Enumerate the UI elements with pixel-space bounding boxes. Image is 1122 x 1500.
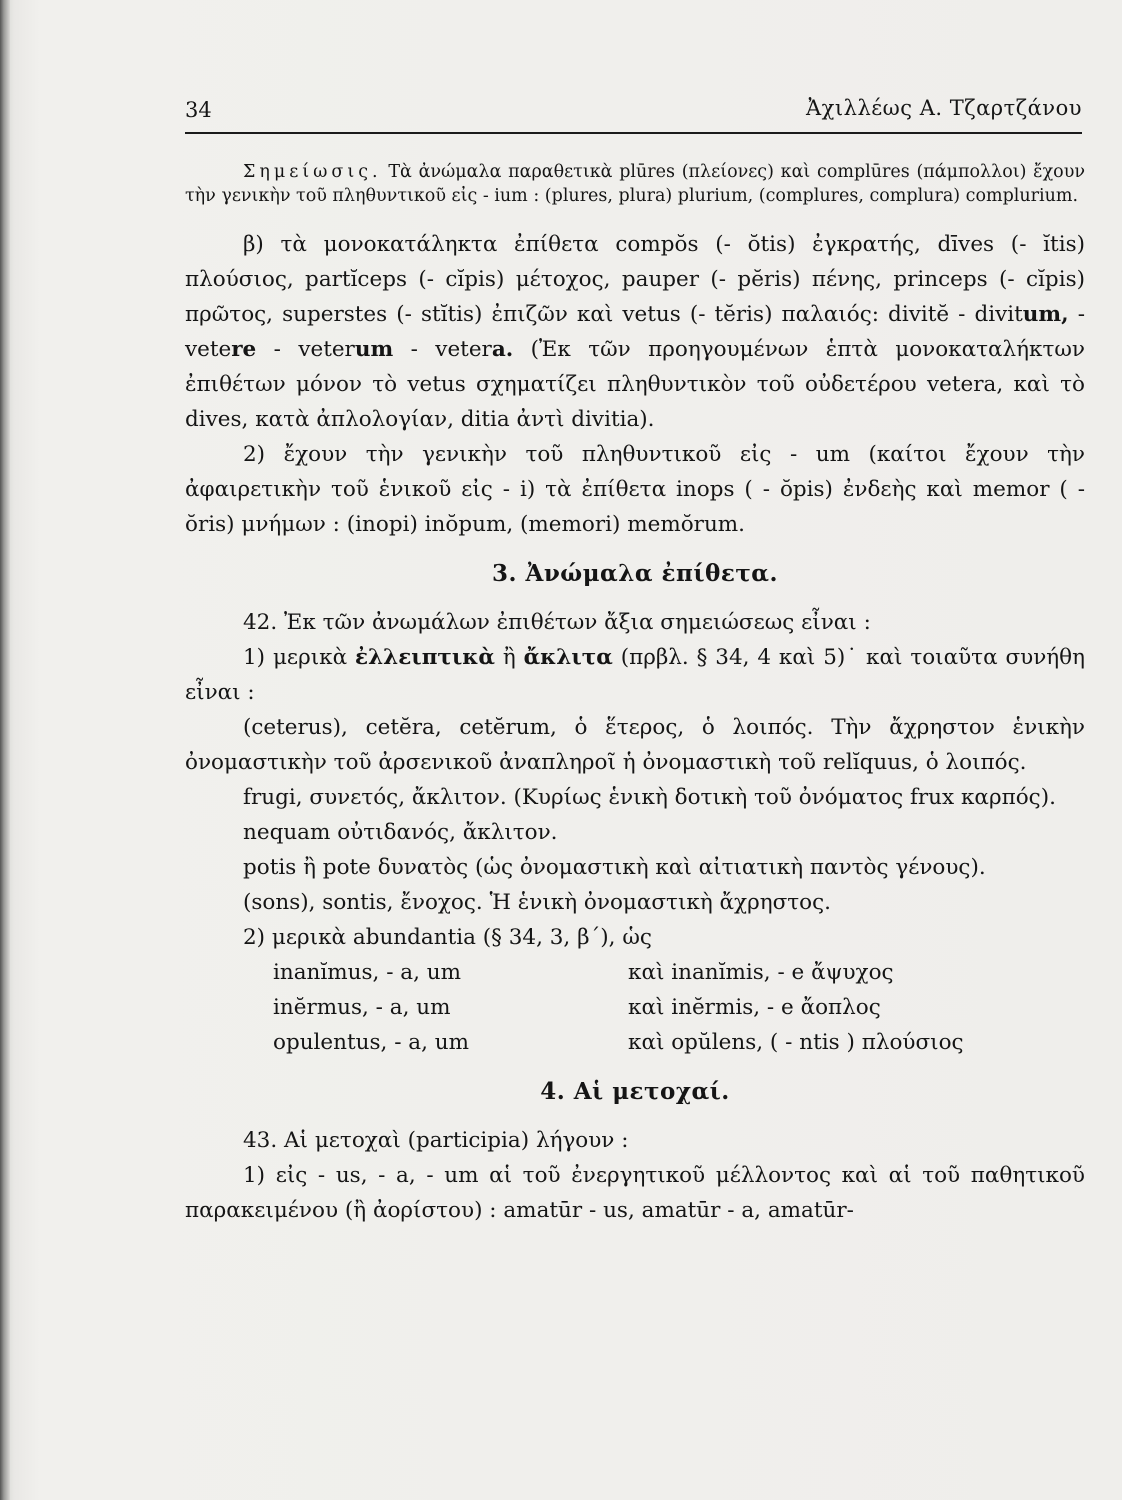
paragraph-beta-text: β) τὰ μονοκατάληκτα ἐπίθετα compŏs (- ŏtis) ἐγκρατής, dīves (- ĭtis) πλούσιος, partĭceps (- cĭpis) μέτοχος, pauper (- pĕris) πένης, princeps (- cĭpis) πρῶτος, superstes (- stĭtis) ἐπιζῶν καὶ vetus (- tĕris) παλαιός: divitĕ - divit [185, 232, 1085, 327]
paragraph-beta-ending-2: re [231, 337, 257, 362]
paragraph-beta-ending-4: a. [491, 337, 514, 362]
page-header [185, 96, 1082, 134]
paragraph-beta-text-3: - veter [256, 337, 355, 362]
paragraph-beta-ending-1: um, [1022, 302, 1069, 327]
page-content [185, 160, 1085, 1228]
book-spine-shadow [0, 0, 10, 1500]
abundantia-right: καὶ inĕrmis, - e ἄοπλος [628, 995, 881, 1020]
item-1-text-3: (πρβλ. § 34, 4 καὶ 5)˙ καὶ τοιαῦτα συνήθη εἶναι : [185, 645, 1085, 705]
paragraph-beta [185, 227, 1085, 437]
paragraph-42: 42. Ἐκ τῶν ἀνωμάλων ἐπιθέτων ἄξια σημειώσεως εἶναι : [243, 610, 871, 635]
section-3-title: 3. Ἀνώμαλα ἐπίθετα. [491, 560, 779, 587]
abundantia-right: καὶ opŭlens, ( - ntis ) πλούσιος [628, 1030, 964, 1055]
paragraph-43-item-1: 1) εἰς - us, - a, - um αἱ τοῦ ἐνεργητικοῦ μέλλοντος καὶ αἱ τοῦ παθητικοῦ παρακειμένου (ἢ ἀορίστου) : amatūr - us, amatūr - a, amatūr- [185, 1163, 1085, 1223]
abundantia-row [273, 1025, 1085, 1060]
short-lines [185, 815, 1085, 955]
paragraph-beta-text-5: (Ἐκ τῶν προηγουμένων ἑπτὰ μονοκαταλήκτων ἐπιθέτων μόνον τὸ vetus σχηματίζει πληθυντικὸν τοῦ οὐδετέρου vetera, καὶ τὸ dives, κατὰ ἀπλολογίαν, ditia ἀντὶ divitia). [185, 337, 1085, 432]
running-head: Ἀχιλλέως Α. Τζαρτζάνου [806, 96, 1082, 120]
page-number: 34 [185, 98, 212, 122]
paragraph-2: 2) ἔχουν τὴν γενικὴν τοῦ πληθυντικοῦ εἰς - um (καίτοι ἔχουν τὴν ἀφαιρετικὴν τοῦ ἑνικοῦ εἰς - i) τὰ ἐπίθετα inops ( - ŏpis) ἐνδεὴς καὶ memor ( - ŏris) μνήμων : (inopi) inŏpum, (memori) memŏrum. [185, 442, 1085, 537]
abundantia-left: inĕrmus, - a, um [273, 995, 451, 1020]
abundantia-row [273, 955, 1085, 990]
abundantia-row [273, 990, 1085, 1025]
note-text: Τὰ ἀνώμαλα παραθετικὰ plūres (πλείονες) καὶ complūres (πάμπολλοι) ἔχουν τὴν γενικὴν τοῦ πληθυντικοῦ εἰς - ium : (plures, plura) plurium, (complures, complura) complurium. [185, 162, 1085, 206]
line-abundantia-intro: 2) μερικὰ abundantia (§ 34, 3, β΄), ὡς [243, 925, 652, 950]
line-potis: potis ἢ pote δυνατὸς (ὡς ὀνομαστικὴ καὶ αἰτιατικὴ παντὸς γένους). [243, 855, 986, 880]
paragraph-frugi: frugi, συνετός, ἄκλιτον. (Κυρίως ἑνικὴ δοτικὴ τοῦ ὀνόματος frux καρπός). [243, 785, 1056, 810]
paragraph-42-item-1 [185, 640, 1085, 710]
section-4-title: 4. Αἱ μετοχαί. [540, 1078, 730, 1105]
item-1-text: 1) μερικὰ [243, 645, 355, 670]
paragraph-beta-ending-3: um [354, 337, 394, 362]
abundantia-right: καὶ inanĭmis, - e ἄψυχος [628, 960, 894, 985]
abundantia-left: opulentus, - a, um [273, 1030, 470, 1055]
note-label: Σημείωσις. [243, 162, 382, 182]
paragraph-beta-text-4: - veter [393, 337, 492, 362]
paragraph-43: 43. Αἱ μετοχαὶ (participia) λήγουν : [243, 1128, 629, 1153]
paragraph-beta-text-2: - vete [185, 302, 1085, 362]
note-paragraph [185, 160, 1085, 208]
item-1-bold-term-1: ἐλλειπτικὰ [355, 645, 495, 670]
abundantia-left: inanĭmus, - a, um [273, 960, 462, 985]
item-1-text-2: ἢ [494, 645, 524, 670]
paragraph-ceterus: (ceterus), cetĕra, cetĕrum, ὁ ἕτερος, ὁ λοιπός. Τὴν ἄχρηστον ἑνικὴν ὀνομαστικὴν τοῦ ἀρσενικοῦ ἀναπληροῖ ἡ ὀνομαστικὴ τοῦ relĭquus, ὁ λοιπός. [185, 715, 1085, 775]
item-1-bold-term-2: ἄκλιτα [523, 645, 613, 670]
line-sons: (sons), sontis, ἔνοχος. Ἡ ἑνικὴ ὀνομαστικὴ ἄχρηστος. [243, 890, 831, 915]
abundantia-table [185, 955, 1085, 1060]
line-nequam: nequam οὐτιδανός, ἄκλιτον. [243, 820, 558, 845]
